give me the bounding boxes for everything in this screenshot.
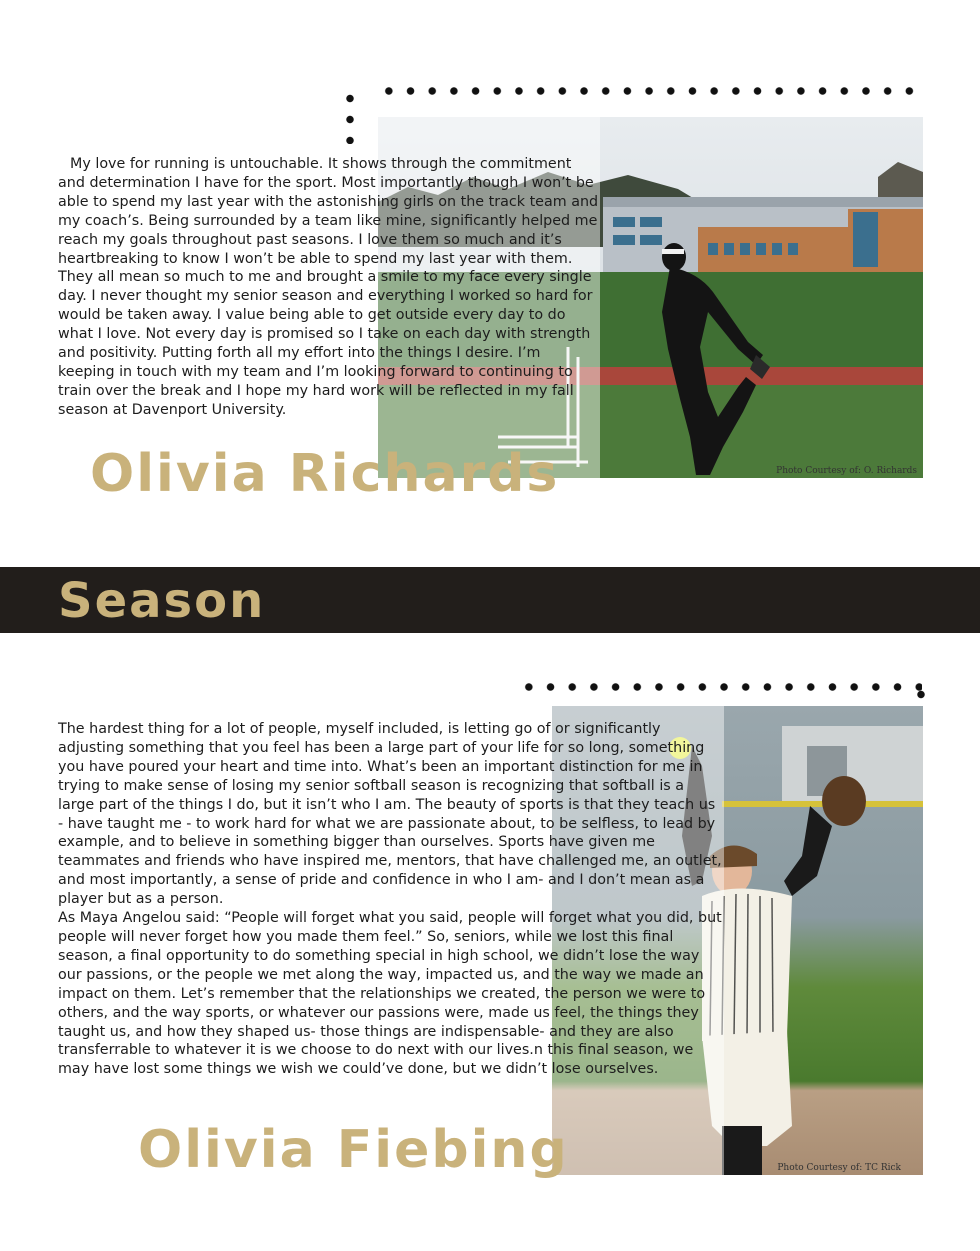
photo-credit-1: Photo Courtesy of: O. Richards	[776, 466, 917, 476]
athlete-name-1: Olivia Richards	[90, 444, 560, 504]
paragraph: The hardest thing for a lot of people, myself included, is letting go of or significantly adjusting something that you feel has been a large part of your life for so long, something you have poured your heart and time into. What’s been an important distinction for me in trying to make sense of losing my senior softball season is recognizing that softball is a large part of the things I do, but it isn’t who I am. The beauty of sports is that they teach us - have taught me - to work hard for what we are passionate about, to be selfless, to lead by example, and to believe in something bigger than ourselves. Sports have given me teammates and friends who have inspired me, mentors, that have challenged me, an outlet, and most importantly, a sense of pride and confidence in who I am- and I don’t mean as a player but as a person.	[58, 721, 722, 908]
photo-credit-2: Photo Courtesy of: TC Rick	[777, 1163, 901, 1173]
dotted-border-right-2	[916, 684, 926, 704]
athlete-name-2: Olivia Fiebing	[138, 1120, 569, 1180]
band-title: Season	[58, 573, 266, 629]
paragraph: My love for running is untouchable. It shows through the commitment and determination I have for the sport. Most importantly though I won’t be able to spend my last year with the astonishing girls on the track team and my coach’s. Being surrounded by a team like mine, significantly helped me reach my goals throughout past seasons. I love them so much and it’s heartbreaking to know I won’t be able to spend my last year with them. They all mean so much to me and brought a smile to my face every single day. I never thought my senior season and everything I worked so hard for would be taken away. I value being able to get outside every day to do what I love. Not every day is promised so I take on each day with strength and positivity. Putting forth all my effort into the things I desire. I’m keeping in touch with my team and I’m looking forward to continuing to train over the break and I hope my hard work will be reflected in my fall season at Davenport University.	[58, 156, 599, 418]
paragraph: As Maya Angelou said: “People will forget what you said, people will forget what you did, but people will never forget how you made them feel.” So, seniors, while we lost this final season, a final opportunity to do something special in high school, we didn’t lose the way our passions, or the people we met along the way, impacted us, and the way we made an impact on them. Let’s remember that the relationships we created, the person we were to others, and the way sports, or whatever our passions were, made us feel, the things they taught us, and how they shaped us- those things are indispensable- and they are also transferrable to whatever it is we choose to do next with our lives.n this final season, we may have lost some things we wish we could’ve done, but we didn’t lose ourselves.	[58, 910, 722, 1078]
dotted-border-top-2	[518, 682, 922, 692]
body-text-2	[58, 720, 722, 1079]
dotted-border-top	[378, 86, 921, 96]
section-band	[0, 567, 980, 633]
body-text-1	[58, 155, 600, 420]
dotted-border-left	[345, 88, 355, 144]
